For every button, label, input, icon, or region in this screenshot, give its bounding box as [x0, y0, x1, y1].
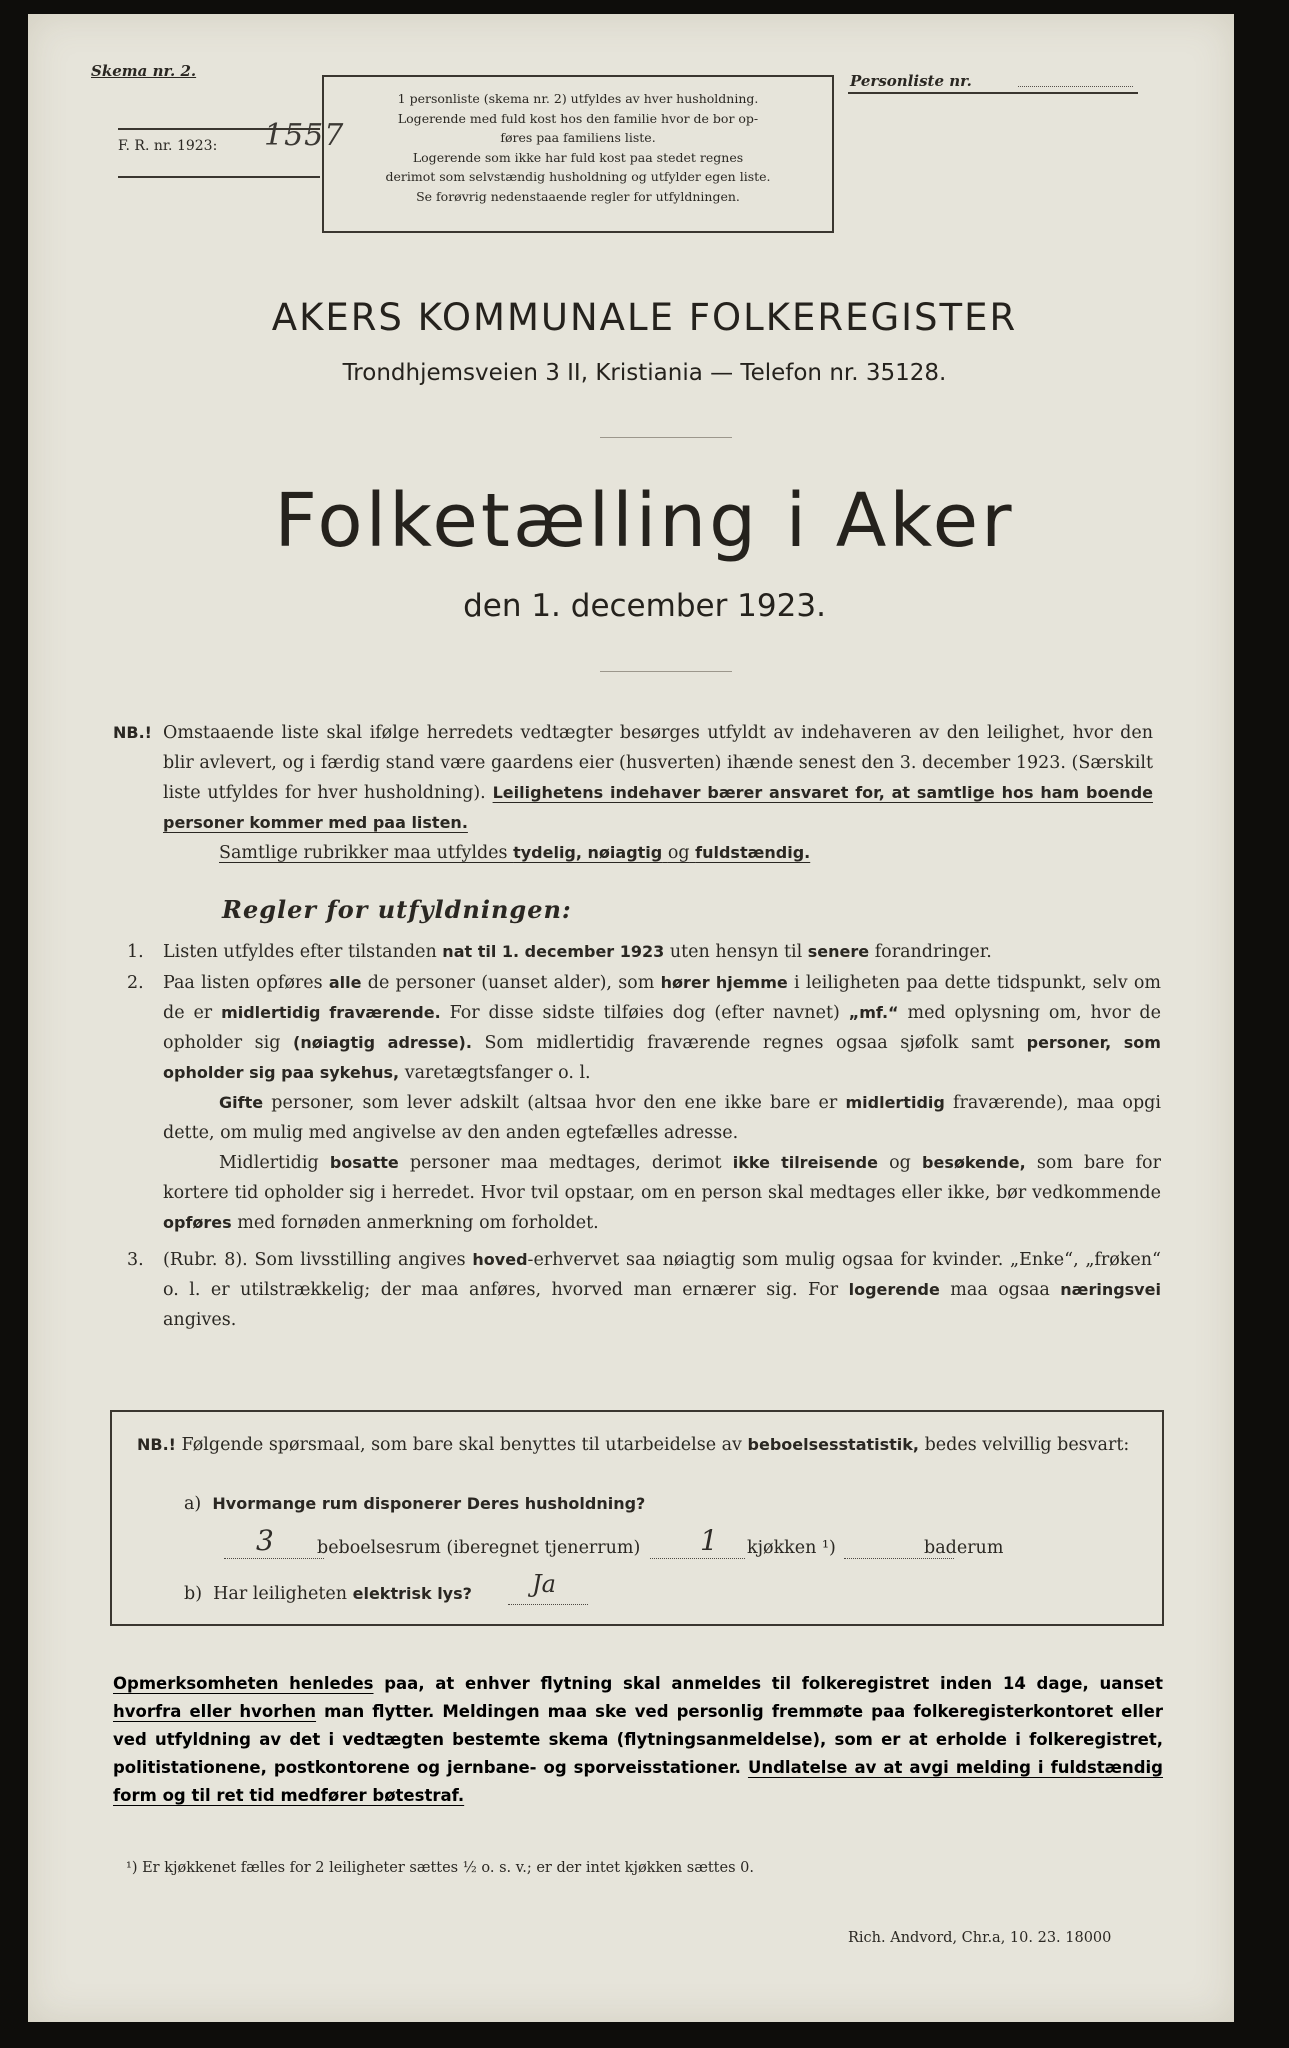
- moving-notice: Opmerksomheten henledes paa, at enhver flytning skal anmeldes til folkeregistret inden 14 dage, uanset hvorfra eller hvorhen man flytter. Meldingen maa ske ved personlig fremmøte paa folkeregisterkontoret eller ved utfyldning av det i vedtægten bestemte skema (flytningsanmeldelse), som er at erholde i folkeregistret, politistationene, postkontorene og jernbane- og sporveisstationer. Undlatelse av at avgi melding i fuldstændig form og til ret tid medfører bøtestraf.: [113, 1674, 1163, 1805]
- instruction-line: Logerende som ikke har fuld kost paa stedet regnes: [412, 149, 744, 165]
- instruction-line: Se forøvrig nedenstaaende regler for utfyldningen.: [416, 188, 740, 204]
- title-divider-2: [600, 671, 732, 672]
- title-divider-1: [600, 437, 732, 438]
- instruction-line: føres paa familiens liste.: [500, 130, 656, 145]
- personliste-number: [850, 72, 972, 90]
- organization-title: AKERS KOMMUNALE FOLKEREGISTER: [271, 296, 1018, 339]
- fr-label: F. R. nr. 1923:: [118, 138, 218, 154]
- header-rule-2: [118, 176, 320, 178]
- rooms-label: beboelsesrum (iberegnet tjenerrum): [317, 1538, 641, 1558]
- nb-responsibility: Leilighetens indehaver bærer ansvaret for, at samtlige hos ham boende personer kommer med paa listen.: [163, 783, 1153, 832]
- skema-number: Skema nr. 2.: [91, 62, 197, 80]
- nb-text: Omstaaende liste skal ifølge herredets vedtægter besørges utfyldt av indehaveren av den leilighet, hvor den blir avlevert, og i færdig stand være gaardens eier (husverten) ihænde senest den 3. december 1923. (Særskilt liste utfyldes for hver husholdning).: [163, 723, 1153, 803]
- rule-1: 1. Listen utfyldes efter tilstanden nat til 1. december 1923 uten hensyn til senere forandringer.: [127, 937, 1161, 967]
- kitchen-handwritten-value: 1: [700, 1524, 718, 1557]
- electric-light-handwritten-value: Ja: [532, 1570, 556, 1598]
- rule-3: 3. (Rubr. 8). Som livsstilling angives hoved-erhvervet saa nøiagtig som mulig ogsaa for kvinder. „Enke“, „frøken“ o. l. er utilstrækkelig; der maa anføres, hvorved man ernærer sig. For logerende maa ogsaa næringsvei angives.: [127, 1245, 1161, 1335]
- rule-number: 1.: [127, 942, 144, 962]
- instruction-box: [322, 75, 834, 233]
- personliste-fill-line: [1018, 86, 1133, 87]
- personliste-rule: [848, 92, 1138, 94]
- kitchen-label: kjøkken ¹): [747, 1538, 836, 1558]
- nb-fill-instruction: Samtlige rubrikker maa utfyldes tydelig, nøiagtig og fuldstændig.: [219, 843, 811, 863]
- instruction-line: Logerende med fuld kost hos den familie hvor de bor op-: [397, 110, 759, 126]
- nb-label: NB.!: [113, 723, 152, 742]
- rooms-fill-line[interactable]: [224, 1558, 324, 1559]
- electric-light-fill-line[interactable]: [508, 1604, 588, 1605]
- fr-handwritten-number: 1557: [264, 118, 345, 153]
- kitchen-fill-line[interactable]: [650, 1558, 745, 1559]
- main-title: Folketælling i Aker: [274, 478, 1015, 564]
- housing-question-box: [110, 1410, 1164, 1626]
- rooms-handwritten-value: 3: [256, 1524, 274, 1557]
- question-a: a) Hvormange rum disponerer Deres husholdning?: [184, 1494, 646, 1514]
- question-intro: NB.! Følgende spørsmaal, som bare skal benyttes til utarbeidelse av beboelsesstatistik, bedes velvillig besvart:: [137, 1435, 1130, 1455]
- printer-imprint: Rich. Andvord, Chr.a, 10. 23. 18000: [848, 1930, 1112, 1946]
- instruction-line: 1 personliste (skema nr. 2) utfyldes av hver husholdning.: [397, 91, 759, 106]
- nb-notice: [113, 718, 1153, 868]
- instruction-line: derimot som selvstændig husholdning og utfylder egen liste.: [385, 169, 771, 184]
- rule-number: 2.: [127, 973, 144, 993]
- footnote: ¹) Er kjøkkenet fælles for 2 leiligheter sættes ½ o. s. v.; er der intet kjøkken sættes 0.: [126, 1860, 754, 1876]
- question-b: b) Har leiligheten elektrisk lys?: [184, 1584, 472, 1604]
- bath-label: baderum: [924, 1538, 1004, 1558]
- rule-number: 3.: [127, 1250, 144, 1270]
- personliste-label: Personliste nr.: [850, 72, 972, 90]
- census-date: den 1. december 1923.: [463, 588, 826, 624]
- bath-fill-line[interactable]: [844, 1558, 954, 1559]
- organization-address: Trondhjemsveien 3 II, Kristiania — Telefon nr. 35128.: [342, 360, 947, 386]
- rules-heading: Regler for utfyldningen:: [222, 895, 572, 924]
- rule-2: 2. Paa listen opføres alle de personer (uanset alder), som hører hjemme i leiligheten paa dette tidspunkt, selv om de er midlertidig fraværende. For disse sidste tilføies dog (efter navnet) „mf.“ med oplysning om, hvor de opholder sig (nøiagtig adresse). Som midlertidig fraværende regnes ogsaa sjøfolk samt personer, som opholder sig paa sykehus, varetægtsfanger o. l. Gifte personer, som lever adskilt (altsaa hvor den ene ikke bare er midlertidig fraværende), maa opgi dette, om mulig med angivelse av den anden egtefælles adresse. Midlertidig bosatte personer maa medtages, derimot ikke tilreisende og besøkende, som bare for kortere tid opholder sig i herredet. Hvor tvil opstaar, om en person skal medtages eller ikke, bør vedkommende opføres med fornøden anmerkning om forholdet.: [127, 968, 1161, 1238]
- fr-number: [118, 118, 345, 154]
